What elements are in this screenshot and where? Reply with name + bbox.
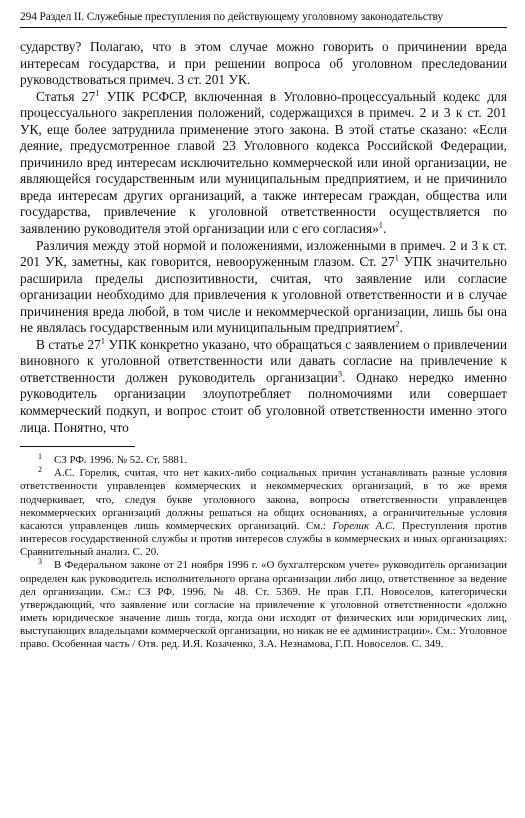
article-superscript: 1 (394, 252, 399, 263)
paragraph-4-text-b: УПК конкретно указано, что обращаться с заявлением о привлечении виновного к уголовной ответственности или давать согласие на привлечение к ответственности должен руководитель организации (20, 336, 507, 385)
paragraph-2-end: . (383, 221, 387, 237)
footnote-ref-2[interactable]: 2 (395, 318, 400, 329)
footnote-number: 1 (38, 451, 42, 461)
footnote-2-text-b: Преступления против интересов государственной службы и против интересов службы в коммерческих и иных организациях: Сравнительный анализ. С. 20. (20, 519, 508, 559)
article-superscript: 1 (95, 87, 100, 98)
footnotes (20, 451, 508, 651)
paragraph-4-text-a: В статье 27 (36, 336, 101, 352)
paragraph-1 (20, 39, 507, 89)
paragraph-2-text-a: Статья 27 (36, 88, 96, 104)
running-header: 294 Раздел II. Служебные преступления по действующему уголовному законодательству (20, 10, 507, 28)
paragraph-4-text-c: . Однако нередко именно руководитель организации злоупотребляет полномочиями или совершает коммерческий подкуп, и вопрос стоит об уголовной ответственности именно этого лица. Понятно, что (20, 369, 507, 435)
footnote-2-text-a: А.С. Горелик, считая, что нет каких-либо социальных причин устанавливать разные условия ответственности управленцев коммерческих и некоммерческих организаций, в то же время подчеркивает, что, следуя букве уголовного закона, вопросы ответственности управленцев некоммерческих организаций должны решаться на общих основаниях, а ограничительные условия касаются управленцев лишь коммерческих организаций. См.: (20, 467, 507, 532)
paragraph-3 (20, 238, 507, 337)
footnote-1-text: СЗ РФ. 1996. № 52. Ст. 5881. (54, 454, 188, 467)
footnote-ref-1[interactable]: 1 (378, 219, 384, 230)
footnote-3-text: В Федеральном законе от 21 ноября 1996 г. «О бухгалтерском учете» руководитель организации определен как руководитель исполнительного органа организации либо лицо, ответственное за ведение дел организации. См.: СЗ РФ. 1996. № 48. Ст. 5369. Не прав Г.П. Новоселов, категорически утверждающий, что заявление или согласие на привлечение к уголовной ответственности «должно иметь юридическое значение лишь тогда, когда они исходят от физических или юридических лиц, выступающих владельцами коммерческой организации, но никак не ее администрации». См.: Уголовное право. Особенная часть / Отв. ред. И.Я. Козаченко, З.А. Незнамова, Г.П. Новоселов. С. 349. (20, 559, 507, 651)
body-text (20, 39, 507, 436)
footnote-2-author: Горелик А.С. (332, 519, 396, 532)
paragraph-3-end: . (399, 320, 403, 336)
footnote-number: 2 (38, 464, 42, 474)
footnote-2 (20, 464, 508, 559)
paragraph-3-text-a: Различия между этой нормой и положениями, изложенными в примеч. 2 и 3 к ст. 201 УК, заметны, как говорится, невооруженным глазом. Ст. 27 (20, 237, 507, 270)
footnote-divider (20, 446, 135, 447)
paragraph-1-text: сударству? Полагаю, что в этом случае можно говорить о причинении вреда интересам государства, и при решении вопроса об уголовном преследовании руководствоваться примеч. 3 ст. 201 УК. (20, 39, 507, 88)
paragraph-4 (20, 337, 507, 436)
footnote-3 (20, 556, 507, 651)
article-superscript: 1 (100, 335, 106, 346)
paragraph-2-text-b: УПК РСФСР, включенная в Уголовно-процессуальный кодекс для процессуального закрепления положений, содержащихся в примеч. 2 и 3 к ст. 201 УК, еще более затруднила применение этого закона. В этой статье сказано: «Если деяние, предусмотренное главой 23 Уголовного кодекса Российской Федерации, причинило вред интересам исключительно коммерческой или иной организации, не являющейся государственным или муниципальным предприятием, и не причинило вреда интересам других организаций, а также интересам граждан, общества или государства, привлечение к уголовной ответственности осуществляется по заявлению руководителя этой организации или с его согласия» (20, 88, 507, 237)
paragraph-2 (20, 89, 507, 238)
footnote-ref-3[interactable]: 3 (337, 368, 343, 379)
paragraph-3-text-b: УПК значительно расширила пределы диспозитивности, считая, что заявление или согласие организации необходимо для привлечения к уголовной ответственности и в случае причинения вреда любой, в том числе и некоммерческой организации, лишь бы она не являлась государственным или муниципальным предприятием (20, 254, 507, 336)
footnote-number: 3 (38, 556, 42, 566)
footnote-1 (20, 451, 507, 467)
